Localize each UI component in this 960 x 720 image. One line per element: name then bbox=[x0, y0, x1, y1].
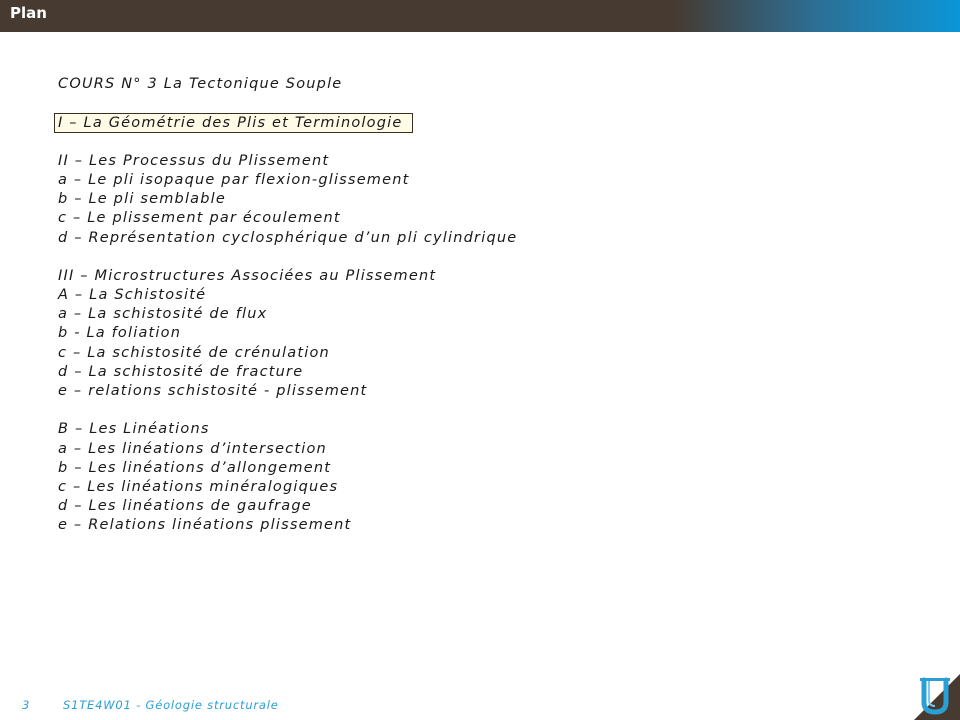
outline-item: c – Les linéations minéralogiques bbox=[58, 478, 339, 495]
course-outline bbox=[58, 75, 758, 536]
slide-title: Plan bbox=[10, 4, 47, 22]
outline-item: e – relations schistosité - plissement bbox=[58, 383, 368, 399]
section-2-heading: II – Les Processus du Plissement bbox=[58, 152, 330, 169]
university-logo-icon bbox=[918, 676, 952, 716]
outline-item: a – Les linéations d’intersection bbox=[58, 440, 327, 457]
course-code: S1TE4W01 - Géologie structurale bbox=[63, 698, 279, 712]
header-bar bbox=[0, 0, 960, 32]
outline-item: a – Le pli isopaque par flexion-glissement bbox=[58, 171, 410, 188]
page-number: 3 bbox=[22, 698, 31, 712]
outline-item: a – La schistosité de flux bbox=[58, 306, 268, 323]
outline-item: e – Relations linéations plissement bbox=[58, 517, 352, 534]
outline-item: b – Le pli semblable bbox=[58, 191, 227, 208]
footer bbox=[0, 690, 900, 720]
outline-item: d – La schistosité de fracture bbox=[58, 363, 304, 380]
outline-item: c – La schistosité de crénulation bbox=[58, 344, 330, 361]
outline-item: b - La foliation bbox=[58, 325, 182, 342]
course-title: COURS N° 3 La Tectonique Souple bbox=[58, 76, 343, 92]
outline-item: c – Le plissement par écoulement bbox=[58, 210, 341, 227]
section-3-heading: III – Microstructures Associées au Plissement bbox=[58, 267, 437, 284]
outline-item: d – Les linéations de gaufrage bbox=[58, 498, 312, 515]
outline-item: d – Représentation cyclosphérique d’un pli cylindrique bbox=[58, 229, 518, 246]
outline-item: b – Les linéations d’allongement bbox=[58, 459, 332, 476]
subsection-a-heading: A – La Schistosité bbox=[58, 287, 207, 304]
subsection-b-heading: B – Les Linéations bbox=[58, 421, 210, 438]
section-1-highlighted: I – La Géométrie des Plis et Terminologie bbox=[54, 113, 413, 133]
section-1-row bbox=[58, 113, 758, 132]
